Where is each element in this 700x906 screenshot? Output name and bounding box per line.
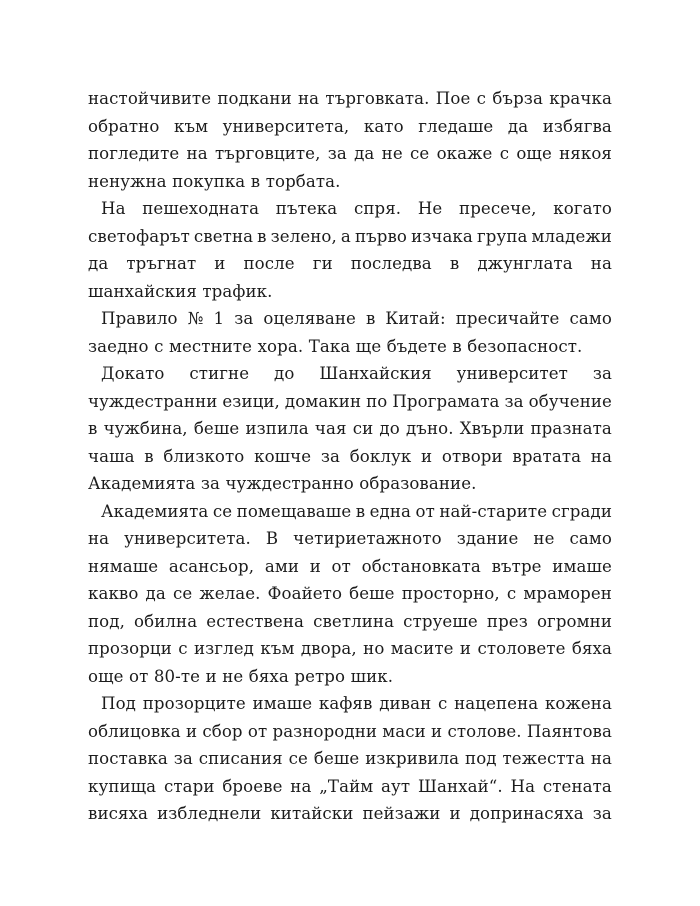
- text-line: Под прозорците имаше кафяв диван с нацепена кожена: [101, 694, 612, 713]
- text-line: обратно към университета, като гледаше да избягва: [88, 116, 612, 136]
- paragraph: [88, 85, 612, 195]
- text-line: заедно с местните хора. Така ще бъдете в безопасност.: [88, 336, 583, 356]
- paragraph: [88, 690, 612, 828]
- text-line: на университета. В четириетажното здание не само: [88, 529, 612, 548]
- text-line: висяха избледнели китайски пейзажи и допринасяха за: [88, 804, 612, 823]
- text-line: Докато стигне до Шанхайския университет за: [101, 364, 612, 383]
- text-line: шанхайския трафик.: [88, 281, 273, 301]
- text-line: в чужбина, беше изпила чая си до дъно. Хвърли празната: [88, 419, 612, 438]
- text-line: купища стари броеве на „Тайм аут Шанхай“. На стената: [88, 776, 612, 796]
- text-line: светофарът светна в зелено, а първо изчака група младежи: [88, 226, 612, 246]
- text-line: прозорци с изглед към двора, но масите и столовете бяха: [88, 639, 612, 658]
- paragraph: [88, 360, 612, 498]
- text-line: Академията за чуждестранно образование.: [88, 474, 477, 493]
- text-line: чаша в близкото кошче за боклук и отвори вратата на: [88, 446, 612, 466]
- text-line: чуждестранни езици, домакин по Програмата за обучение: [88, 391, 612, 411]
- text-line: да тръгнат и после ги последва в джунглата на: [88, 254, 612, 273]
- paragraph: [88, 305, 612, 360]
- paragraph: [88, 195, 612, 305]
- text-line: На пешеходната пътека спря. Не пресече, когато: [101, 199, 612, 218]
- text-line: поставка за списания се беше изкривила под тежестта на: [88, 749, 612, 768]
- text-line: нямаше асансьор, ами и от обстановката вътре имаше: [88, 556, 612, 576]
- book-page: [88, 85, 612, 828]
- text-line: още от 80-те и не бяха ретро шик.: [88, 666, 394, 686]
- text-line: Академията се помещаваше в една от най-старите сгради: [101, 501, 612, 521]
- text-line: погледите на търговците, за да не се окаже с още някоя: [88, 144, 612, 163]
- text-line: настойчивите подкани на търговката. Пое с бърза крачка: [88, 89, 612, 108]
- paragraph: [88, 498, 612, 691]
- text-line: Правило № 1 за оцеляване в Китай: пресичайте само: [101, 309, 612, 328]
- text-line: какво да се желае. Фоайето беше просторно, с мраморен: [88, 584, 612, 603]
- text-line: ненужна покупка в торбата.: [88, 171, 341, 191]
- text-line: облицовка и сбор от разнородни маси и столове. Паянтова: [88, 721, 612, 741]
- text-line: под, обилна естествена светлина струеше през огромни: [88, 611, 612, 631]
